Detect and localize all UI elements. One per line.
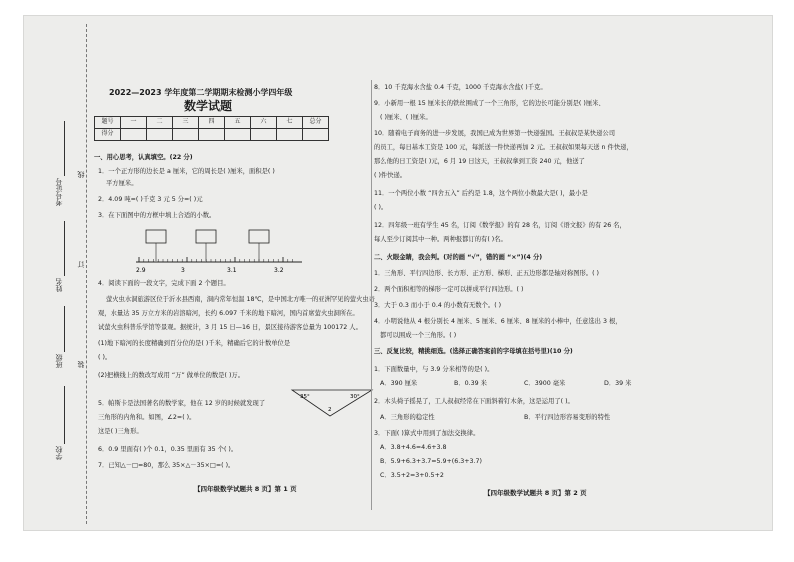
choice-2-option: B．平行四边形容易变形的特性 xyxy=(524,414,611,421)
name-label: 姓名 xyxy=(55,278,63,292)
question-10-line-2: 的员工，每日基本工资是 100 元，每派送一件快递再加 2 元。王叔叔如果每天送 n 件快递， xyxy=(374,144,633,151)
score-cell: 三 xyxy=(173,117,199,129)
judge-1: 1．三角形、平行四边形、长方形、正方形、梯形、正五边形都是轴对称图形。( ) xyxy=(374,270,600,277)
question-11: 11．一个两位小数 “四舍五入” 后约是 1.8，这个两位小数最大是( )，最小是 xyxy=(374,190,588,197)
section-3-heading: 三、反复比较，精挑细选。(选择正确答案前的字母填在括号里)(10 分) xyxy=(374,348,573,355)
judge-2: 2．两个面积相等的梯形一定可以拼成平行四边形。( ) xyxy=(374,286,524,293)
question-9: 9．小新用一根 15 厘米长的铁丝围成了一个三角形，它的边长可能分别是( )厘米、 xyxy=(374,100,605,107)
choice-1-option: A．390 厘米 xyxy=(380,380,418,387)
question-9-cont: ( )厘米、( )厘米。 xyxy=(380,114,432,121)
seal-mark: 订 xyxy=(77,261,85,268)
question-7: 7．已知△－□=80，那么 35×△－35×□=( )。 xyxy=(98,462,235,469)
section-1-heading: 一、用心思考，认真填空。(22 分) xyxy=(94,154,193,161)
section-2-heading: 二、火眼金睛，我会判。(对的画 “√”，错的画 “×”)(4 分) xyxy=(374,254,543,261)
score-cell: 四 xyxy=(199,117,225,129)
choice-1: 1．下面数量中，与 3.9 分米相等的是( )。 xyxy=(374,366,494,373)
question-12: 12．四年级一班有学生 45 名，订阅《数学报》的有 28 名，订阅《语文报》的有 26 名， xyxy=(374,222,626,229)
tick-label: 3.1 xyxy=(227,267,237,274)
class-label: 班级 xyxy=(55,354,63,368)
score-blank xyxy=(277,129,303,141)
judge-4-cont: 都可以围成一个三角形。( ) xyxy=(380,332,457,339)
question-5: 5．帕斯卡是法国著名的数学家，他在 12 岁的时候就发现了 xyxy=(98,400,266,407)
choice-3-option: A．3.8+4.6=4.6+3.8 xyxy=(380,444,447,451)
subject-title: 数学试题 xyxy=(184,99,233,113)
score-cell: 二 xyxy=(147,117,173,129)
question-5-cont: 三角形的内角和。如图，∠2=( )。 xyxy=(98,414,196,421)
score-table-header-row xyxy=(95,117,329,129)
answer-box xyxy=(196,230,216,243)
exam-id-line xyxy=(64,121,65,176)
page-2-footer: 【四年级数学试题共 8 页】第 2 页 xyxy=(484,489,587,497)
score-cell: 总分 xyxy=(303,117,329,129)
tick-label: 2.9 xyxy=(136,267,146,274)
number-line xyxy=(134,228,304,276)
score-cell: 五 xyxy=(225,117,251,129)
binding-margin xyxy=(24,16,90,530)
triangle-figure xyxy=(290,388,374,420)
angle-label: 2 xyxy=(328,407,332,413)
choice-3: 3．下面( )算式中用到了加法交换律。 xyxy=(374,430,480,437)
choice-3-option: B．5.9+6.3+3.7=5.9+(6.3+3.7) xyxy=(380,458,482,465)
choice-3-option: C．3.5+2=3+0.5+2 xyxy=(380,472,444,479)
score-blank xyxy=(251,129,277,141)
judge-4: 4．小明说他从 4 根分别长 4 厘米、5 厘米、6 厘米、8 厘米的小棒中，任意选出 3 根， xyxy=(374,318,622,325)
question-5-type: 这是( )三角形。 xyxy=(98,428,143,435)
question-4-2: (2)把横线上的数改写成用 “万” 做单位的数是( )万。 xyxy=(98,372,245,379)
cut-line xyxy=(86,24,87,524)
school-line xyxy=(64,386,65,444)
choice-1-option: C．3900 毫米 xyxy=(524,380,566,387)
score-blank xyxy=(303,129,329,141)
choice-1-option: B．0.39 米 xyxy=(454,380,487,387)
score-table xyxy=(94,116,329,141)
passage-line-2: 观，水量达 35 万立方米的岩溶暗河，长约 6.097 千米的地下暗河，国内首席萤火虫洞所在。 xyxy=(98,310,359,317)
line-mark: 线 xyxy=(77,171,85,178)
answer-box xyxy=(146,230,166,243)
bind-mark: 装 xyxy=(77,361,85,368)
passage-line-3: 试萤火虫科普乐学馆等景观。据统计，3 月 15 日—16 日，景区接待游客总量为 100172 人。 xyxy=(98,324,362,331)
exam-title: 2022—2023 学年度第二学期期末检测小学四年级 xyxy=(109,88,293,97)
score-table-score-row xyxy=(95,129,329,141)
score-cell: 一 xyxy=(121,117,147,129)
question-4: 4．阅读下面的一段文字，完成下面 2 个题目。 xyxy=(98,280,230,287)
score-blank xyxy=(121,129,147,141)
question-10-line-4: ( )件快递。 xyxy=(374,172,407,179)
exam-paper xyxy=(24,16,772,530)
question-4-1: (1)地下暗河的长度精确到百分位的是( )千米，精确后它的计数单位是 xyxy=(98,340,291,347)
exam-id-label: 考号证号 xyxy=(55,178,63,206)
choice-1-option: D．39 米 xyxy=(604,380,632,387)
tick-label: 3.2 xyxy=(274,267,284,274)
score-blank xyxy=(173,129,199,141)
question-2: 2．4.09 吨=( )千克 3 元 5 分=( )元 xyxy=(98,196,203,203)
question-6: 6．0.9 里面有( )个 0.1，0.35 里面有 35 个( )。 xyxy=(98,446,238,453)
passage-line-1: 萤火虫水洞旅游区位于沂水县西南，洞内常年恒温 18℃，是中国北方唯一的亚洲罕见的萤火虫奇 xyxy=(106,296,375,303)
name-line xyxy=(64,221,65,276)
class-line xyxy=(64,306,65,352)
question-10: 10．随着电子商务的进一步发展，我国已成为世界第一快递强国。王叔叔是某快递公司 xyxy=(374,130,615,137)
question-3: 3．在下面图中的方框中填上合适的小数。 xyxy=(98,212,216,219)
angle-label: 35° xyxy=(300,394,310,400)
question-10-line-3: 那么他的日工资是( )元，6 月 19 日这天，王叔叔拿到工资 240 元，他送了 xyxy=(374,158,585,165)
question-11-cont: ( )。 xyxy=(374,204,388,211)
score-row-label: 得分 xyxy=(95,129,121,141)
score-cell: 七 xyxy=(277,117,303,129)
question-8: 8．10 千克海水含盐 0.4 千克，1000 千克海水含盐( )千克。 xyxy=(374,84,547,91)
school-label: 学校 xyxy=(55,446,63,460)
score-blank xyxy=(225,129,251,141)
choice-2: 2．木头椅子摇晃了，工人叔叔经常在下面斜着钉木条，这是运用了( )。 xyxy=(374,398,574,405)
score-blank xyxy=(199,129,225,141)
score-blank xyxy=(147,129,173,141)
angle-label: 30° xyxy=(350,394,360,400)
minor-ticks xyxy=(139,257,293,262)
answer-box xyxy=(249,230,269,243)
question-1: 1．一个正方形的边长是 a 厘米，它的周长是( )厘米，面积是( ) xyxy=(98,168,275,175)
judge-3: 3．大于 0.3 而小于 0.4 的小数有无数个。( ) xyxy=(374,302,502,309)
tick-label: 3 xyxy=(181,267,185,274)
choice-2-option: A．三角形的稳定性 xyxy=(380,414,435,421)
page-1-footer: 【四年级数学试题共 8 页】第 1 页 xyxy=(194,485,297,493)
page-divider xyxy=(371,80,372,510)
question-4-1-cont: ( )。 xyxy=(98,354,112,361)
question-1-cont: 平方厘米。 xyxy=(106,180,138,187)
score-cell: 六 xyxy=(251,117,277,129)
question-12-cont: 每人至少订阅其中一种。两种报都订的有( )名。 xyxy=(374,236,507,243)
score-cell: 题号 xyxy=(95,117,121,129)
